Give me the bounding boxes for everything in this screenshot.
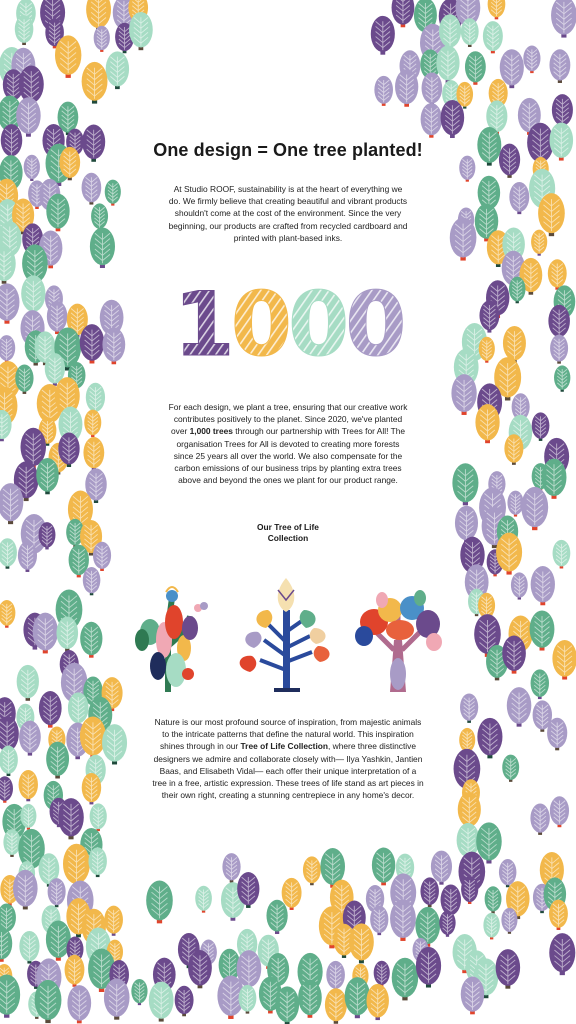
- sustainability-intro-text: At Studio ROOF, sustainability is at the heart of everything we do. We firmly believe that creating beautiful and vibrant products shouldn't come at the cost of the environment. Since the very beginning, our products are crafted from recycled cardboard and printed with plant-based inks.: [168, 184, 408, 243]
- trees-planted-number: 1000: [173, 283, 403, 363]
- nature-inspiration-text: Nature is our most profound source of inspiration, from majestic animals to the intricate patterns that define the natural world. This inspiration shines through in our Tree of Life Collection, where three distinctive designers we admire and collaborate closely with— Ilya Yashkin, Jantien Baas, and Elisabeth Vidal— each offer their unique interpretation of a tree in a free, artistic expression. These trees of life stand as art pieces in their own right, creating a stunning centrepiece in any home's decor.: [152, 717, 424, 801]
- flower-tree-illustration: [135, 587, 208, 692]
- page-title: One design = One tree planted!: [153, 140, 423, 160]
- butterfly-tree-illustration: [355, 590, 442, 692]
- trees-planted-counter: [0, 283, 576, 363]
- tree-of-life-collection: [128, 570, 448, 696]
- collection-heading: Our Tree of Life Collection: [257, 522, 319, 543]
- tree-planting-text: For each design, we plant a tree, ensuring that our creative work contributes positively to the planet. Since 2020, we've planted over 1,000 trees through our partnership with Trees for All! The organisation Trees for All is devoted to creating more forests since 25 years all over the world. We also compensate for the carbon emissions of our business trips by planting extra trees above and beyond the ones we plant for our product range.: [168, 402, 408, 486]
- trees-count-highlight: 1,000 trees: [189, 426, 233, 437]
- leaf-tree-illustration: [240, 578, 330, 692]
- collection-name-highlight: Tree of Life Collection: [240, 741, 329, 752]
